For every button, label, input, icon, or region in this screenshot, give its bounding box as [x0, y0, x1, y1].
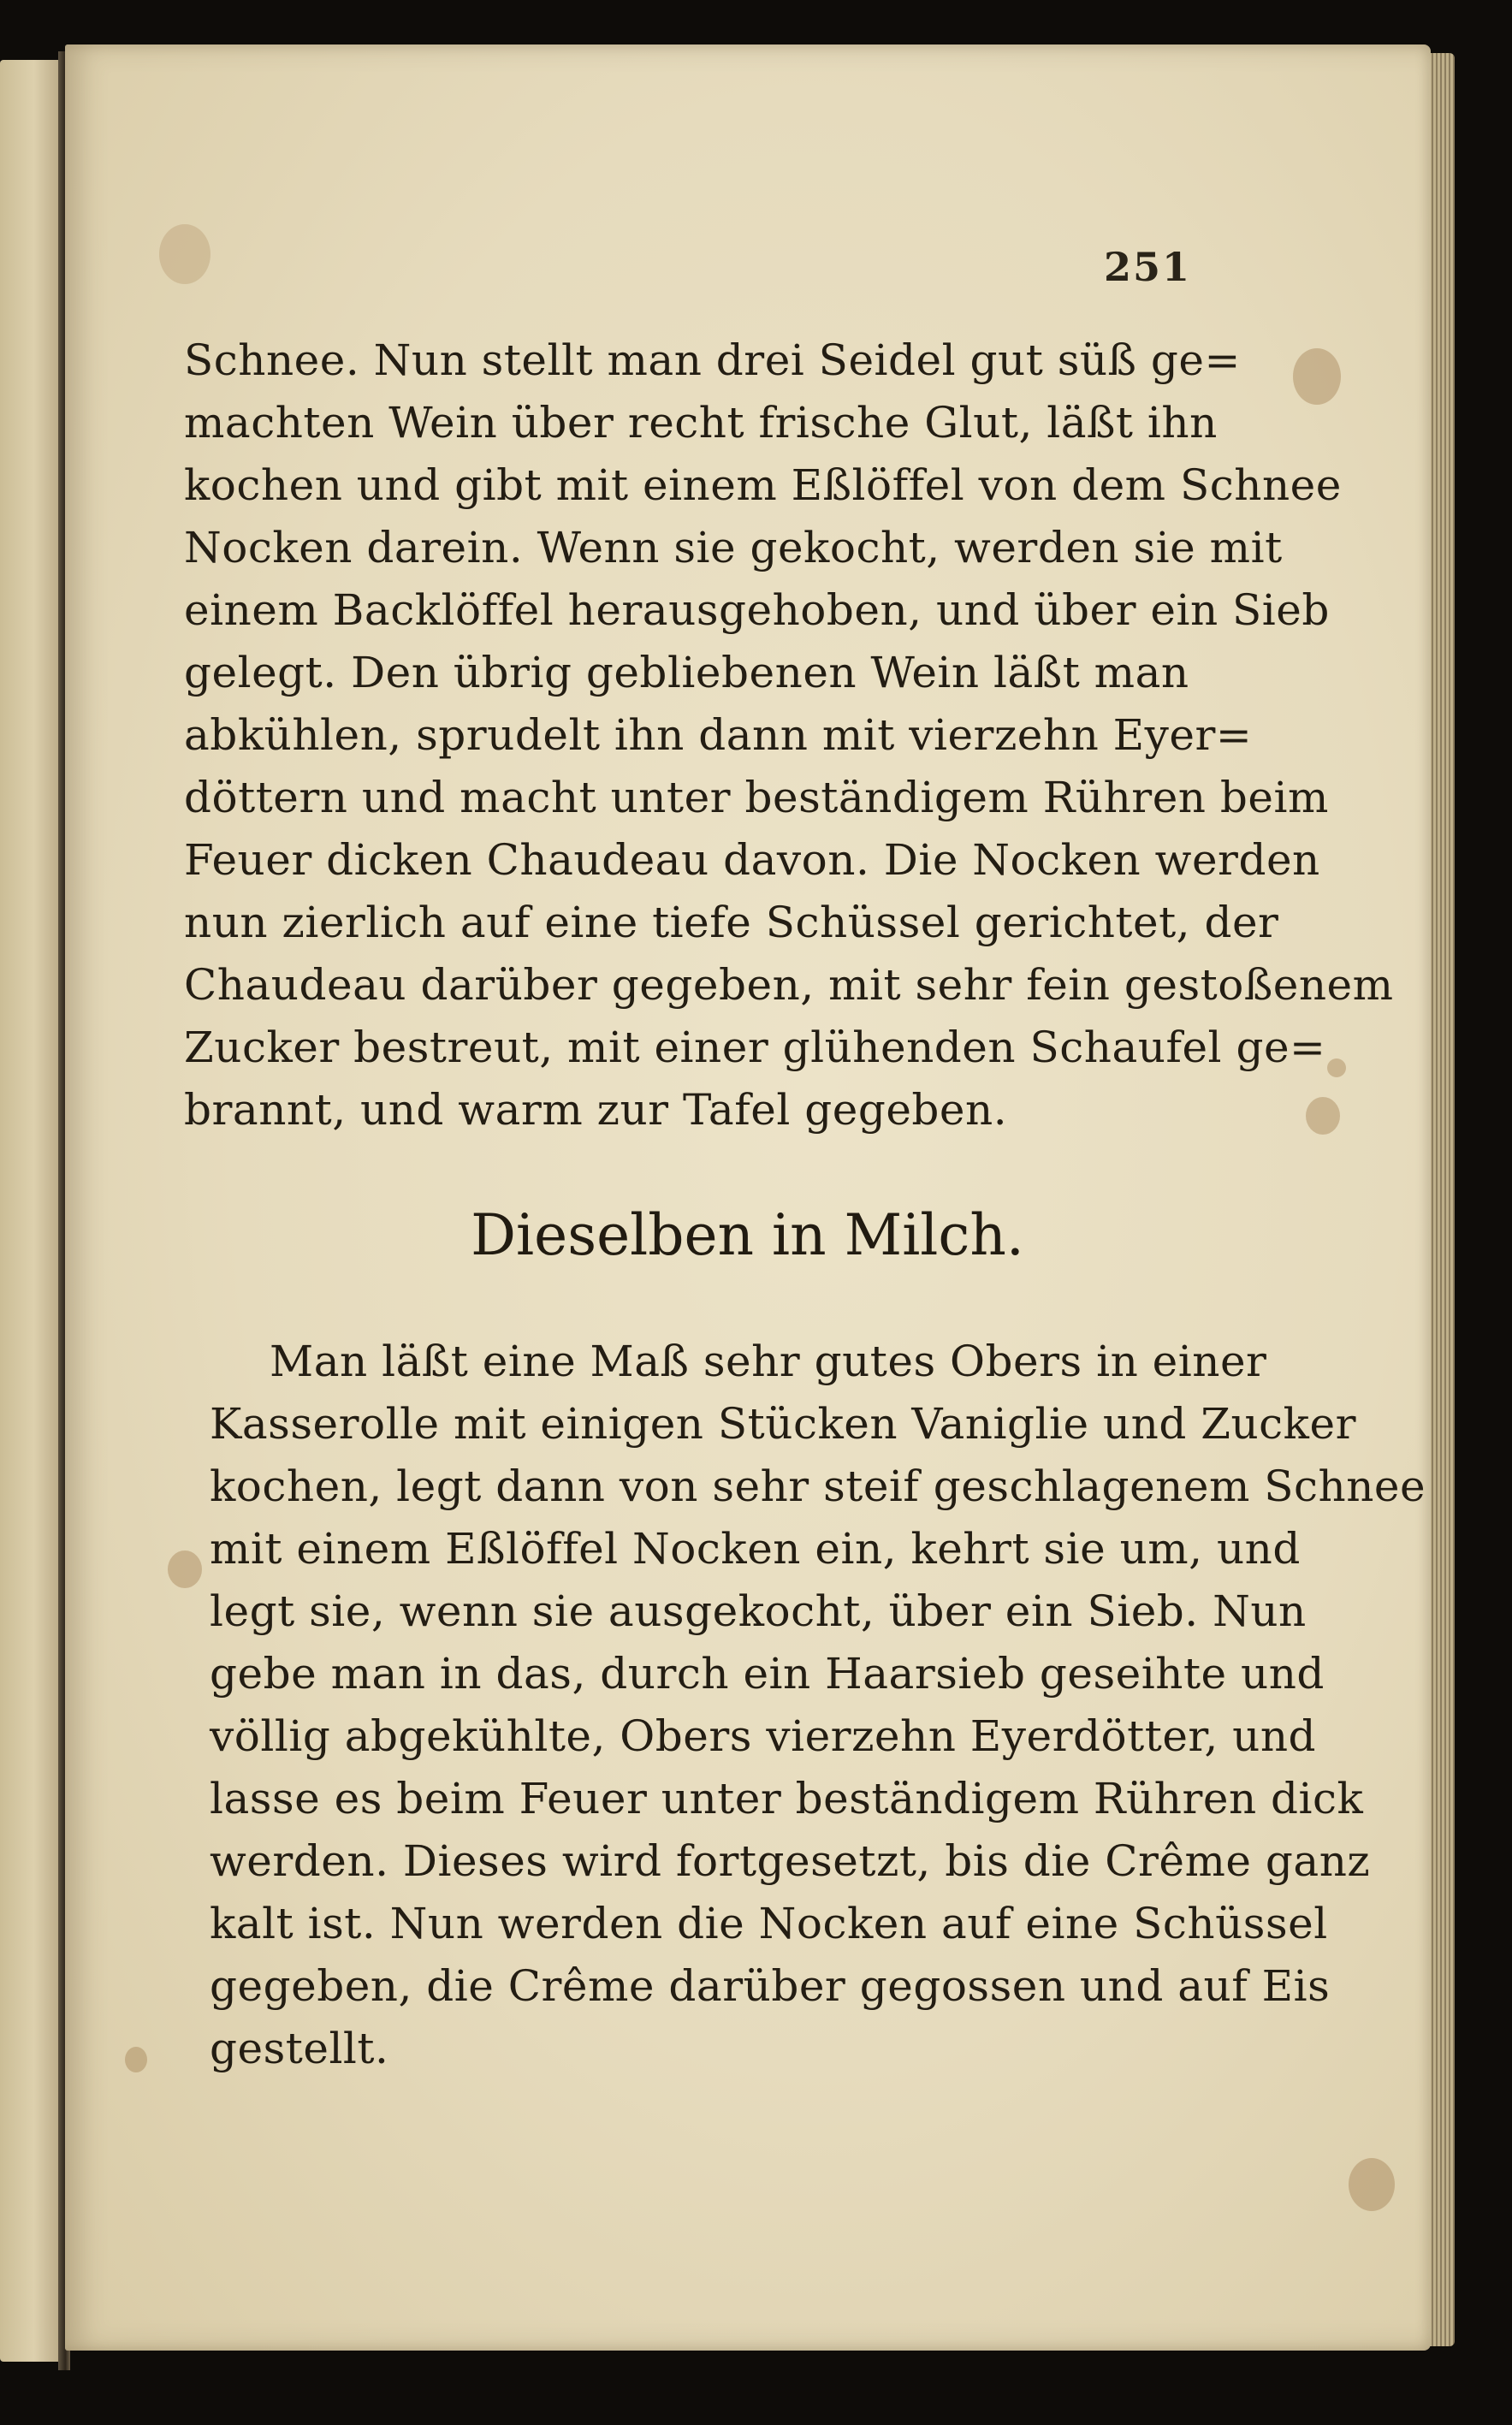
paragraph-continued: [184, 329, 1394, 1141]
foxing-spot: [125, 2047, 147, 2072]
text-line: brannt, und warm zur Tafel gegeben.: [184, 1085, 1008, 1135]
text-line: werden. Dieses wird fortgesetzt, bis die Crême ganz: [210, 1836, 1371, 1886]
foxing-spot: [159, 224, 210, 284]
foxing-spot: [168, 1550, 202, 1588]
text-line: völlig abgekühlte, Obers vierzehn Eyerdötter, und: [210, 1711, 1317, 1761]
text-line: gebe man in das, durch ein Haarsieb geseihte und: [210, 1649, 1325, 1699]
text-line: lasse es beim Feuer unter beständigem Rühren dick: [210, 1774, 1364, 1823]
text-line: machten Wein über recht frische Glut, läßt ihn: [184, 398, 1218, 448]
text-line: gestellt.: [210, 2024, 389, 2073]
text-line: Nocken darein. Wenn sie gekocht, werden sie mit: [184, 523, 1283, 572]
text-line: Zucker bestreut, mit einer glühenden Schaufel ge=: [184, 1023, 1326, 1072]
recipe-paragraph: [210, 1331, 1426, 2080]
text-line: gelegt. Den übrig gebliebenen Wein läßt man: [184, 648, 1189, 697]
text-line: nun zierlich auf eine tiefe Schüssel gerichtet, der: [184, 898, 1279, 947]
page-number: 251: [1104, 244, 1192, 290]
text-line: Feuer dicken Chaudeau davon. Die Nocken werden: [184, 835, 1320, 885]
text-line: legt sie, wenn sie ausgekocht, über ein Sieb. Nun: [210, 1586, 1307, 1636]
text-line: Schnee. Nun stellt man drei Seidel gut süß ge=: [184, 335, 1241, 385]
recipe-heading: [0, 1202, 1512, 1268]
foxing-spot: [1349, 2158, 1395, 2211]
text-line: kochen, legt dann von sehr steif geschlagenem Schnee: [210, 1462, 1426, 1511]
text-line: Man läßt eine Maß sehr gutes Obers in einer: [270, 1337, 1267, 1386]
text-line: abkühlen, sprudelt ihn dann mit vierzehn Eyer=: [184, 710, 1253, 760]
recipe-heading-text: Dieselben in Milch.: [471, 1202, 1024, 1268]
text-line: kalt ist. Nun werden die Nocken auf eine Schüssel: [210, 1899, 1328, 1948]
text-line: döttern und macht unter beständigem Rühren beim: [184, 773, 1329, 822]
text-line: Kasserolle mit einigen Stücken Vaniglie und Zucker: [210, 1399, 1356, 1449]
text-line: kochen und gibt mit einem Eßlöffel von dem Schnee: [184, 460, 1342, 510]
text-line: mit einem Eßlöffel Nocken ein, kehrt sie um, und: [210, 1524, 1301, 1574]
text-line: Chaudeau darüber gegeben, mit sehr fein gestoßenem: [184, 960, 1394, 1010]
text-line: gegeben, die Crême darüber gegossen und auf Eis: [210, 1961, 1331, 2011]
text-line: einem Backlöffel herausgehoben, und über ein Sieb: [184, 585, 1330, 635]
